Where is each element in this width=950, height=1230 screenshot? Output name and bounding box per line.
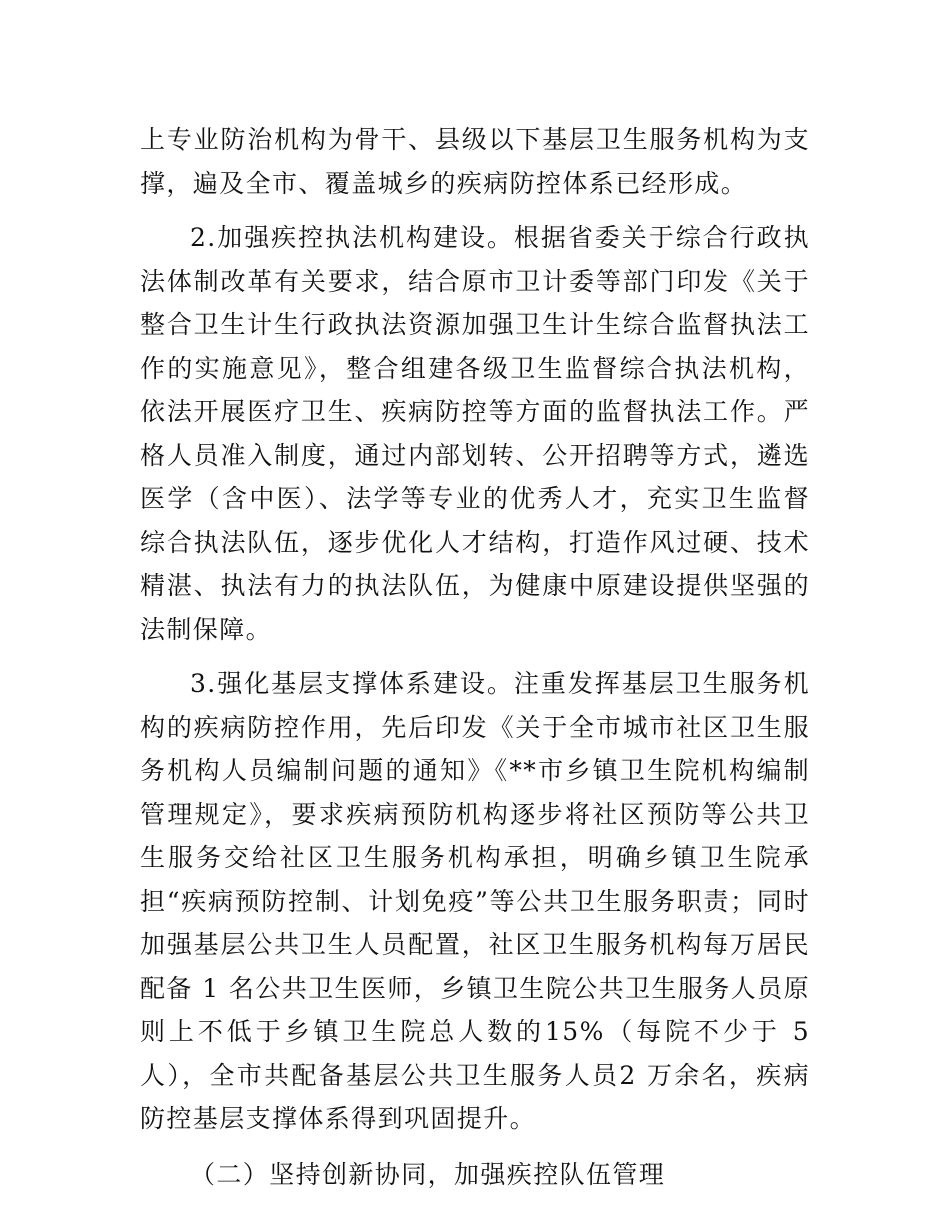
section-heading: （二）坚持创新协同，加强疾控队伍管理 (190, 1159, 666, 1189)
paragraph-continuation: 上专业防治机构为骨干、县级以下基层卫生服务机构为支撑，遍及全市、覆盖城乡的疾病防控体系已经形成。 (140, 125, 810, 198)
paragraph-grassroots-support: 3.强化基层支撑体系建设。注重发挥基层卫生服务机构的疾病防控作用，先后印发《关于全市城市社区卫生服务机构人员编制问题的通知》《**市乡镇卫生院机构编制管理规定》，要求疾病预防机构逐步将社区预防等公共卫生服务交给社区卫生服务机构承担，明确乡镇卫生院承担“疾病预防控制、计划免疫”等公共卫生服务职责；同时加强基层公共卫生人员配置，社区卫生服务机构每万居民配备 1 名公共卫生医师，乡镇卫生院公共卫生服务人员原则上不低于乡镇卫生院总人数的15%（每院不少于 5 人），全市共配备基层公共卫生服务人员2 万余名，疾病防控基层支撑体系得到巩固提升。 (140, 669, 810, 1133)
document-body (140, 118, 810, 1196)
paragraph-enforcement-agencies: 2.加强疾控执法机构建设。根据省委关于综合行政执法体制改革有关要求，结合原市卫计委等部门印发《关于整合卫生计生行政执法资源加强卫生计生综合监督执法工作的实施意见》，整合组建各级卫生监督综合执法机构，依法开展医疗卫生、疾病防控等方面的监督执法工作。严格人员准入制度，通过内部划转、公开招聘等方式，遴选医学（含中医）、法学等专业的优秀人才，充实卫生监督综合执法队伍，逐步优化人才结构，打造作风过硬、技术精湛、执法有力的执法队伍，为健康中原建设提供坚强的法制保障。 (140, 223, 810, 644)
